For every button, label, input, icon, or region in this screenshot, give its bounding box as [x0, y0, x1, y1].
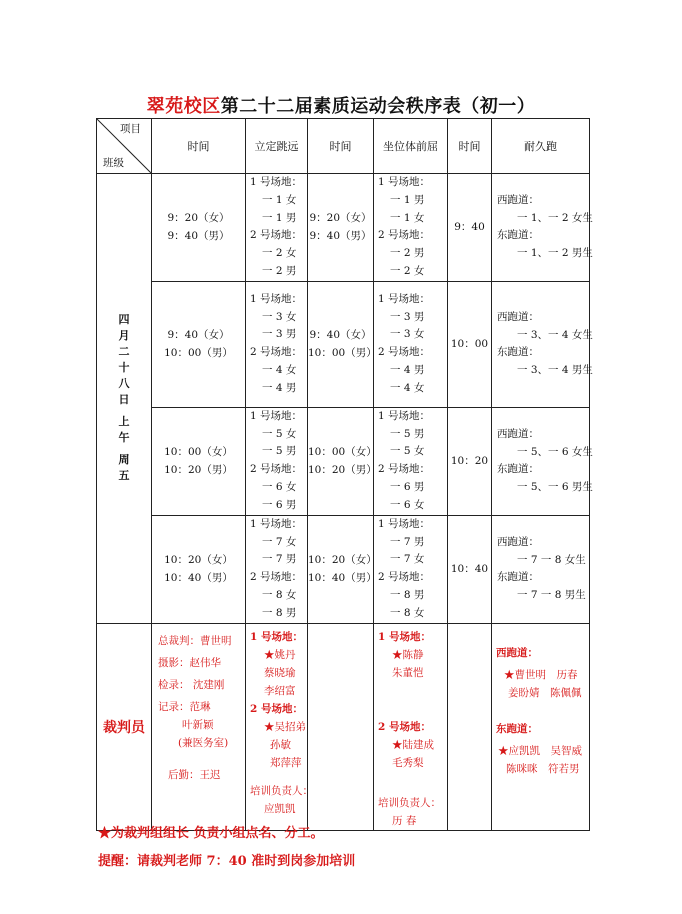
lane-line: 西跑道： [497, 536, 539, 549]
run-time-cell [448, 174, 492, 282]
table-row [97, 281, 590, 407]
date-char: 五 [118, 469, 130, 483]
venue-line: 一 2 女 [390, 264, 425, 277]
run-time-cell [448, 515, 492, 623]
lane-line: 东跑道： [497, 571, 539, 584]
lane-line: 东跑道： [497, 346, 539, 359]
venue-1-label: 1 号场地： [250, 630, 303, 643]
venue-line: 一 2 男 [262, 264, 297, 277]
venue-line: 一 7 男 [262, 553, 297, 566]
venue-line: 一 5 男 [262, 445, 297, 458]
lane-line: 一 7 一 8 女生 [517, 553, 586, 566]
jump-referee: 蔡晓瑜 [264, 666, 296, 679]
lane-line: 一 5、一 6 男生 [517, 480, 593, 493]
jump-time-cell [152, 515, 246, 623]
venue-line: 1 号场地： [378, 176, 431, 188]
sit-venue-cell [374, 407, 448, 515]
venue-2-label: 2 号场地： [250, 702, 303, 715]
empty-cell [308, 623, 374, 830]
lane-line: 西跑道： [497, 311, 539, 324]
venue-line: 一 3 男 [390, 310, 425, 323]
run-lane-cell [492, 281, 593, 407]
run-lane-cell [492, 515, 590, 623]
venue-line: 一 3 男 [262, 328, 297, 341]
venue-line: 一 7 女 [390, 553, 425, 566]
referee-row [97, 623, 590, 830]
sit-time-cell [308, 174, 374, 282]
venue-line: 一 6 男 [390, 481, 425, 494]
sit-venue-cell [374, 281, 448, 407]
venue-line: 一 1 女 [390, 211, 425, 224]
venue-line: 一 6 女 [262, 481, 297, 494]
lane-line: 西跑道： [497, 194, 539, 207]
venue-line: 一 6 女 [390, 498, 425, 511]
lane-line: 东跑道： [497, 229, 539, 242]
venue-line: 一 2 男 [390, 247, 425, 260]
run-referee-cell [492, 623, 590, 830]
lane-line: 一 5、一 6 女生 [517, 445, 593, 458]
sit-venue-cell [374, 174, 448, 282]
date-char: 上 [118, 415, 130, 429]
header-sit-reach: 坐位体前屈 [374, 119, 448, 174]
sit-time-cell [308, 281, 377, 407]
jump-referee: 郑萍萍 [270, 756, 302, 769]
corner-header [97, 119, 152, 174]
date-char: 月 [118, 329, 130, 343]
venue-line: 一 4 女 [262, 364, 297, 377]
time-line: 9：20（女） [167, 212, 230, 225]
time-line: 10：20（男） [164, 464, 233, 477]
venue-line: 1 号场地： [378, 517, 431, 530]
venue-line: 1 号场地： [250, 409, 303, 422]
header-time-3: 时间 [448, 119, 492, 174]
east-lane-label: 东跑道： [496, 722, 538, 735]
lane-line: 一 3、一 4 女生 [517, 328, 593, 341]
venue-line: 2 号场地： [250, 463, 303, 476]
sit-time-cell [308, 407, 377, 515]
table-row [97, 515, 590, 623]
trainer-name: 历 春 [392, 814, 417, 827]
jump-venue-cell [246, 515, 308, 623]
jump-referee-cell [246, 623, 313, 830]
venue-line: 一 8 男 [390, 588, 425, 601]
schedule-table [96, 118, 593, 831]
note-leader: ★为裁判组组长 负责小组点名、分工。 [98, 826, 324, 841]
venue-line: 一 6 男 [262, 498, 297, 511]
date-char: 周 [118, 453, 130, 467]
run-referee: 姜盼婧 陈佩佩 [508, 686, 582, 699]
header-item: 项目 [120, 123, 141, 135]
title-rest: 第二十二届素质运动会秩序表（初一） [220, 96, 536, 117]
time-line: 10：00（女） [164, 446, 233, 459]
time-line: 10：20（女） [164, 554, 233, 567]
run-time-cell [448, 281, 492, 407]
lane-line: 一 7 一 8 男生 [517, 588, 586, 601]
time-line: 10：40（男） [164, 572, 233, 585]
referee-label: 裁判员 [97, 623, 152, 830]
run-referee: ★曹世明 历春 [504, 668, 578, 681]
jump-referee: 孙敏 [270, 738, 291, 751]
recorder-note: (兼医务室) [178, 736, 229, 749]
date-char: 十 [118, 361, 130, 375]
table-row [97, 174, 590, 282]
venue-line: 一 5 男 [390, 427, 425, 440]
venue-line: 1 号场地： [250, 176, 303, 188]
jump-venue-cell [246, 281, 308, 407]
recorder: 记录：范琳 [158, 700, 211, 713]
date-char: 四 [118, 313, 130, 327]
logistics: 后勤：王迟 [168, 768, 221, 781]
date-char: 八 [118, 377, 130, 391]
run-referee: ★应凯凯 吴智威 [498, 744, 582, 757]
run-time: 10：20 [450, 455, 489, 468]
jump-referee: 李绍富 [264, 684, 296, 697]
venue-line: 1 号场地： [250, 292, 303, 305]
lane-line: 一 1、一 2 男生 [517, 246, 593, 259]
run-time: 10：40 [450, 563, 489, 576]
header-endurance-run: 耐久跑 [492, 119, 590, 174]
time-line: 9：40（女） [167, 329, 230, 342]
header-standing-jump: 立定跳远 [246, 119, 308, 174]
venue-line: 一 3 女 [262, 310, 297, 323]
table-row [97, 407, 590, 515]
chief-referee: 总裁判：曹世明 [158, 634, 232, 647]
time-line: 9：40（男） [309, 230, 372, 243]
venue-line: 一 8 女 [390, 606, 425, 619]
venue-1-label: 1 号场地： [378, 630, 431, 643]
inspector: 检录： 沈建刚 [158, 678, 225, 691]
jump-leader-2: ★吴招弟 [264, 720, 306, 733]
run-referee: 陈咪咪 符若男 [506, 762, 580, 775]
venue-line: 一 1 女 [262, 193, 297, 206]
time-line: 10：00（男） [164, 347, 233, 360]
time-line: 9：40（男） [167, 230, 230, 243]
venue-line: 2 号场地： [250, 346, 303, 359]
venue-line: 一 7 女 [262, 535, 297, 548]
date-char: 二 [118, 345, 130, 359]
empty-cell [448, 623, 492, 830]
venue-line: 一 2 女 [262, 247, 297, 260]
school-name: 翠苑校区 [146, 96, 221, 117]
sit-referee-cell [374, 623, 448, 830]
jump-venue-cell [246, 407, 308, 515]
time-line: 9：20（女） [309, 212, 372, 225]
trainer-name: 应凯凯 [264, 802, 296, 815]
lane-line: 一 1、一 2 女生 [517, 211, 593, 224]
venue-line: 2 号场地： [378, 463, 431, 476]
venue-line: 一 5 女 [262, 427, 297, 440]
run-lane-cell [492, 174, 593, 282]
venue-2-label: 2 号场地： [378, 720, 431, 733]
time-line: 9：40（女） [309, 329, 372, 342]
jump-venue-cell [246, 174, 308, 282]
time-line: 10：20（男） [308, 464, 377, 477]
date-char: 日 [118, 393, 130, 407]
venue-line: 2 号场地： [378, 346, 431, 359]
venue-line: 1 号场地： [378, 409, 431, 422]
west-lane-label: 西跑道： [496, 646, 538, 659]
venue-line: 1 号场地： [378, 292, 431, 305]
venue-line: 2 号场地： [378, 229, 431, 242]
run-time: 9：40 [454, 221, 485, 234]
venue-line: 1 号场地： [250, 517, 303, 530]
date-cell [97, 174, 152, 624]
venue-line: 一 3 女 [390, 328, 425, 341]
venue-line: 2 号场地： [250, 229, 303, 242]
time-line: 10：40（男） [308, 572, 377, 585]
staff-cell [152, 623, 246, 830]
page-title [0, 92, 682, 118]
sit-venue-cell [374, 515, 448, 623]
jump-time-cell [152, 281, 246, 407]
photographer: 摄影：赵伟华 [158, 656, 221, 669]
recorder-2: 叶新颖 [182, 718, 214, 731]
venue-line: 一 4 女 [390, 381, 425, 394]
run-time-cell [448, 407, 492, 515]
sit-leader-2: ★陆建成 [392, 738, 434, 751]
training-label: 培训负责人： [378, 796, 441, 809]
run-lane-cell [492, 407, 593, 515]
jump-leader-1: ★姚丹 [264, 648, 296, 661]
venue-line: 一 1 男 [390, 193, 425, 206]
date-char: 午 [118, 431, 130, 445]
venue-line: 一 7 男 [390, 535, 425, 548]
jump-time-cell [152, 407, 246, 515]
time-line: 10：00（女） [308, 446, 377, 459]
sit-referee: 朱董恺 [392, 666, 424, 679]
header-time-1: 时间 [152, 119, 246, 174]
time-line: 10：00（男） [308, 347, 377, 360]
venue-line: 一 4 男 [390, 364, 425, 377]
sit-time-cell [308, 515, 377, 623]
header-class: 班级 [103, 157, 124, 169]
time-line: 10：20（女） [308, 554, 377, 567]
run-time: 10：00 [450, 338, 489, 351]
venue-line: 一 4 男 [262, 381, 297, 394]
header-time-2: 时间 [308, 119, 374, 174]
note-reminder: 提醒：请裁判老师 7：40 准时到岗参加培训 [98, 854, 356, 869]
lane-line: 一 3、一 4 男生 [517, 363, 593, 376]
lane-line: 西跑道： [497, 428, 539, 441]
header-row [97, 119, 590, 174]
venue-line: 一 5 女 [390, 445, 425, 458]
training-label: 培训负责人： [250, 784, 313, 797]
venue-line: 一 8 女 [262, 588, 297, 601]
venue-line: 2 号场地： [378, 571, 431, 584]
venue-line: 一 8 男 [262, 606, 297, 619]
sit-referee: 毛秀梨 [392, 756, 424, 769]
sit-leader-1: ★陈静 [392, 648, 424, 661]
venue-line: 2 号场地： [250, 571, 303, 584]
venue-line: 一 1 男 [262, 211, 297, 224]
jump-time-cell [152, 174, 246, 282]
lane-line: 东跑道： [497, 463, 539, 476]
